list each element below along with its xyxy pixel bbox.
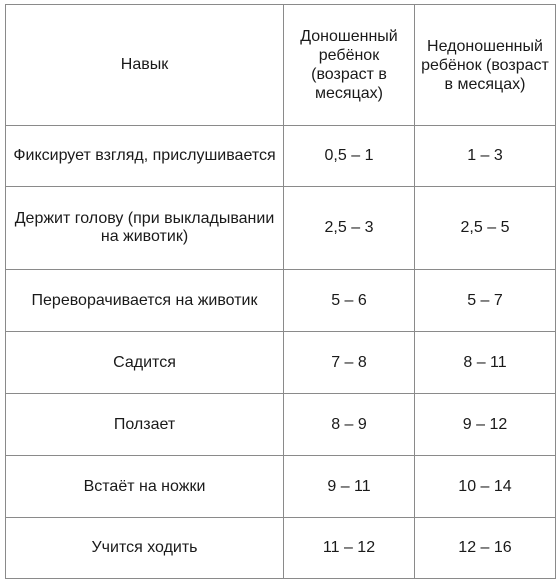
skill-cell: Ползает bbox=[6, 394, 284, 456]
table-row bbox=[6, 332, 556, 394]
skill-cell: Фиксирует взгляд, прислушивается bbox=[6, 126, 284, 187]
skill-cell: Садится bbox=[6, 332, 284, 394]
term-cell: 2,5 – 3 bbox=[284, 187, 415, 270]
table-row bbox=[6, 456, 556, 518]
header-skill-label: Навык bbox=[120, 56, 169, 73]
preterm-cell: 12 – 16 bbox=[415, 518, 556, 579]
skill-cell: Учится ходить bbox=[6, 518, 284, 579]
milestones-table bbox=[5, 4, 556, 579]
table-row bbox=[6, 394, 556, 456]
skill-cell: Держит голову (при выкладывании на животик) bbox=[6, 187, 284, 270]
skill-cell: Встаёт на ножки bbox=[6, 456, 284, 518]
header-preterm bbox=[415, 5, 556, 126]
term-cell: 11 – 12 bbox=[284, 518, 415, 579]
preterm-cell: 5 – 7 bbox=[415, 270, 556, 332]
table-header-row bbox=[6, 5, 556, 126]
term-cell: 5 – 6 bbox=[284, 270, 415, 332]
table-row bbox=[6, 270, 556, 332]
preterm-cell: 1 – 3 bbox=[415, 126, 556, 187]
header-preterm-label: Недоношенный ребёнок (возраст в месяцах) bbox=[421, 37, 549, 93]
term-cell: 7 – 8 bbox=[284, 332, 415, 394]
header-term-label: Доношенный ребёнок (возраст в месяцах) bbox=[300, 28, 398, 102]
header-term bbox=[284, 5, 415, 126]
table-row bbox=[6, 126, 556, 187]
preterm-cell: 10 – 14 bbox=[415, 456, 556, 518]
preterm-cell: 9 – 12 bbox=[415, 394, 556, 456]
header-skill bbox=[6, 5, 284, 126]
preterm-cell: 8 – 11 bbox=[415, 332, 556, 394]
table-row bbox=[6, 187, 556, 270]
preterm-cell: 2,5 – 5 bbox=[415, 187, 556, 270]
term-cell: 9 – 11 bbox=[284, 456, 415, 518]
term-cell: 8 – 9 bbox=[284, 394, 415, 456]
table-row bbox=[6, 518, 556, 579]
term-cell: 0,5 – 1 bbox=[284, 126, 415, 187]
skill-cell: Переворачивается на животик bbox=[6, 270, 284, 332]
